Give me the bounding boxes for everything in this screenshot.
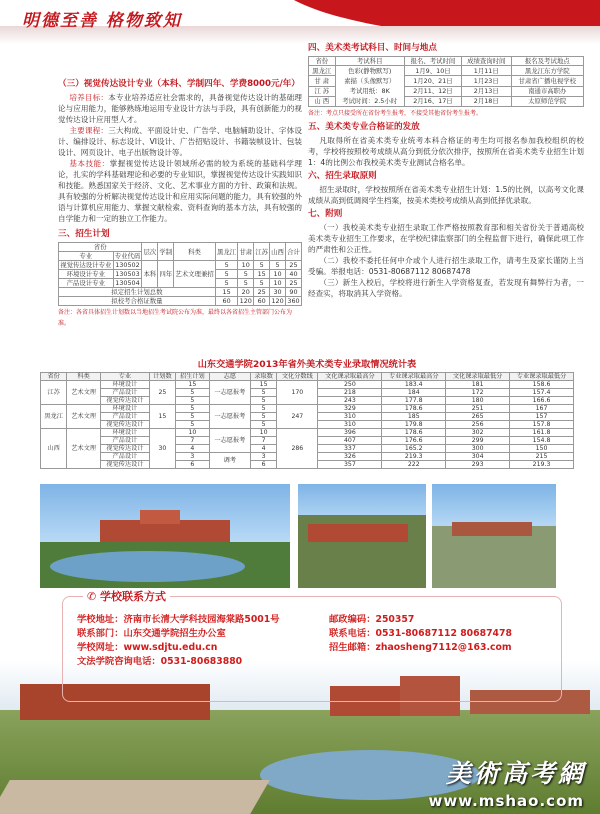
consult-phone: 文法学院咨询电话：0531-80683880: [77, 656, 243, 667]
table-row: 黑龙江 艺术文理 环境设计 15 5 一志愿报考 5 247 329 178.6 251 167: [41, 405, 574, 413]
exam-title: 四、美术类考试科目、时间与地点: [308, 43, 437, 53]
table-row: 产品设计 3 调考 3 326 219.3 304 215: [41, 453, 574, 461]
rule-title: 六、招生录取原则: [308, 171, 377, 181]
exam-note: 备注：考点只接受所在省份考生报考，不接受其他省份考生报考。: [308, 110, 483, 117]
section-title: （三）视觉传达设计专业（本科、学制四年、学费8000元/年）: [58, 79, 300, 89]
appendix-item: （三）新生入校后，学校将进行新生入学资格复查，若发现有舞弊行为者，一经查实，将取消其入学资格。: [308, 278, 584, 298]
address: 学校地址：济南市长清大学科技园海棠路5001号: [77, 614, 280, 625]
stats-title: 山东交通学院2013年省外美术类专业录取情况统计表: [197, 359, 417, 370]
table-note: 备注：各省具体招生计划数以当地招生考试院公布为准，最终以各省招生主管部门公布为准。: [58, 309, 293, 327]
table-row: 视觉传达设计 4 4 337 165.2 300 150: [41, 445, 574, 453]
table-row: 产品设计 5 5 218 184 172 157.4: [41, 389, 574, 397]
stats-table: 省份 科类 专业 计划数 招生计划 志愿 录取数 文化分数线 文化课录取最高分 专业课录取最高分 文化课录取最低分 专业课录取最低分 江苏 艺术文理 环境设计 25 15 一志愿报考 15 170 250 183.4 181 158.6 产品设计 5 5 218 184 172 157.4 视觉传达设计 5 5 243 177.8 180 166.6 黑龙江 艺术文理 环境设计 15 5 一志愿报考 5 247 329 178.6 251 167 产品设计 5 5 310 185 265 157 视觉传达设计 5 5 310 179.8 256 157.8 山西 艺术文理 环境设计 30 10 一志愿报考 10 286 396 178.6 302 161.8 产品设计 7 7 407 176.6 299 154.8 视觉传达设计 4 4 337 165.2 300 150 产品设计 3 调考 3 326 219.3 304 215 视觉传达设计 6 6 357 222 293 219.3: [40, 372, 574, 469]
admission-stats: [40, 356, 574, 469]
left-column: （三）视觉传达设计专业（本科、学制四年、学费8000元/年） 培养目标：本专业培养适应社会需求的，具备视觉传达设计的基础理论与应用能力，能够熟练地运用专业设计方法与手段，具有创新能力的视觉传达设计应用型人才。 主要课程：三大构成、平面设计史、广告学、电脑辅助设计、字体设计、编排设计、标志设计、VI设计、广告招贴设计、书籍装帧设计、包装设计、网页设计、电子出版物设计等。 基本技能：掌握视觉传达设计领域所必需的较为系统的基础科学理论，扎实的学科基础理论和必要的专业知识，掌握视觉传达设计实践知识和技能。熟悉国家关于经济、文化、艺术事业方面的方针、政策和法规。具有较强的分析解决视觉传达设计和应用实际问题的能力，具有较强的外语与计算机应用能力、掌握文献检索、资料查询的基本方法，具有较强的自学能力和一定的独立工作能力。 三、招生计划 省份 层次 学制 科类 黑龙江 甘肃 江苏 山西 合计 专业 专业代码 视觉传达设计专业 130502 本科 四年 艺术文理兼招 5 10 5 5 25 环境设计专业 130503 5 5 15 10 40 产品设计专业 130504 5 5 5 10 25 拟定招生计划总数 15 20 25 30 90 拟校考合格证数量 60 120 60 120 360 备注：各省具体招生计划数以当地招生考试院公布为准，最终以各省招生主管部门公布为准。: [58, 79, 303, 327]
campus-photo: [432, 484, 556, 588]
contact-phone: 联系电话：0531-80687112 80687478: [329, 628, 512, 639]
school-motto: 明德至善 格物致知: [22, 11, 182, 31]
appendix-title: 七、附则: [308, 209, 343, 219]
table-row: 黑龙江 色彩(静物默写) 素描（头像默写） 考试用纸：8K 考试时间：2.5小时 1月9、10日 1月11日 黑龙江东方学院: [309, 66, 584, 76]
table-row: 江苏 艺术文理 环境设计 25 15 一志愿报考 15 170 250 183.4 181 158.6: [41, 381, 574, 389]
campus-photo: [40, 484, 290, 588]
phone-icon: ✆: [87, 590, 101, 603]
table-row: 视觉传达设计专业 130502 本科 四年 艺术文理兼招 5 10 5 5 25: [59, 261, 302, 270]
contact-box: [62, 590, 562, 702]
table-row: 产品设计专业 130504 5 5 5 10 25: [59, 279, 302, 288]
exam-table: 省份 考试科目 报名、考试时间 成绩查询时间 报名及考试地点 黑龙江 色彩(静物默写) 素描（头像默写） 考试用纸：8K 考试时间：2.5小时 1月9、10日 1月11日 黑龙江东方学院 甘 肃 1月20、21日 1月23日 甘肃省广播电视学校 江 苏 2月11、12日 2月13日 南通市高职办 山 西 2月16、17日 2月18日 太原师范学院: [308, 56, 584, 107]
table-row: 视觉传达设计 6 6 357 222 293 219.3: [41, 461, 574, 469]
right-column: [308, 40, 584, 299]
campus-photo: [298, 484, 426, 588]
rule-text: 招生录取时，学校按照所在省美术类专业招生计划：1.5的比例，以高考文化课成绩从高到低调阅学生档案，按美术类校考成绩从高到低择优录取。: [308, 185, 584, 205]
table-row: 甘 肃 1月20、21日 1月23日 甘肃省广播电视学校: [309, 76, 584, 86]
table-row: 视觉传达设计 5 5 310 179.8 256 157.8: [41, 421, 574, 429]
table-row: 产品设计 7 7 407 176.6 299 154.8: [41, 437, 574, 445]
table-row: 山西 艺术文理 环境设计 30 10 一志愿报考 10 286 396 178.6 302 161.8: [41, 429, 574, 437]
enrollment-plan-table: 省份 层次 学制 科类 黑龙江 甘肃 江苏 山西 合计 专业 专业代码 视觉传达设计专业 130502 本科 四年 艺术文理兼招 5 10 5 5 25 环境设计专业 130503 5 5 15 10 40 产品设计专业 130504 5 5 5 10 25 拟定招生计划总数 15 20 25 30 90 拟校考合格证数量 60 120 60 120 360: [60, 243, 300, 305]
email-link[interactable]: 招生邮箱：zhaosheng7112@163.com: [329, 642, 512, 653]
contact-title: ✆ 学校联系方式: [83, 588, 170, 604]
table-row: 拟校考合格证数量 60 120 60 120 360: [59, 297, 302, 306]
table-row: 山 西 2月16、17日 2月18日 太原师范学院: [309, 96, 584, 106]
plan-title: 三、招生计划: [58, 229, 110, 239]
watermark-title: 美術高考網: [445, 759, 586, 788]
dept: 联系部门：山东交通学院招生办公室: [77, 628, 226, 639]
cert-title: 五、美术类专业合格证的发放: [308, 122, 420, 132]
table-row: 产品设计 5 5 310 185 265 157: [41, 413, 574, 421]
table-row: 江 苏 2月11、12日 2月13日 南通市高职办: [309, 86, 584, 96]
website-link[interactable]: 学校网址：www.sdjtu.edu.cn: [77, 642, 218, 653]
appendix-item: （二）我校不委托任何中介或个人进行招生录取工作，请考生及家长谨防上当受骗。举报电话：0531-80687112 80687478: [308, 256, 584, 276]
watermark-url: www.mshao.com: [428, 792, 584, 810]
page-header: [0, 0, 600, 44]
appendix-item: （一）我校美术类专业招生录取工作严格按照教育部和相关省份关于普通高校美术类专业招生工作要求，在学校纪律监察部门的全程监督下进行，确保此项工作的严肃性和公正性。: [308, 223, 584, 254]
table-row: 视觉传达设计 5 5 243 177.8 180 166.6: [41, 397, 574, 405]
table-row: 环境设计专业 130503 5 5 15 10 40: [59, 270, 302, 279]
cert-text: 凡取得所在省美术类专业统考本科合格证的考生均可报名参加我校组织的校考，学校将按照校考成绩从高分到低分依次排序，按照所在省美术类专业招生计划1：4的比例公布我校美术类专业测试合格名单。: [308, 136, 584, 167]
table-row: 拟定招生计划总数 15 20 25 30 90: [59, 288, 302, 297]
postcode: 邮政编码：250357: [329, 614, 415, 625]
